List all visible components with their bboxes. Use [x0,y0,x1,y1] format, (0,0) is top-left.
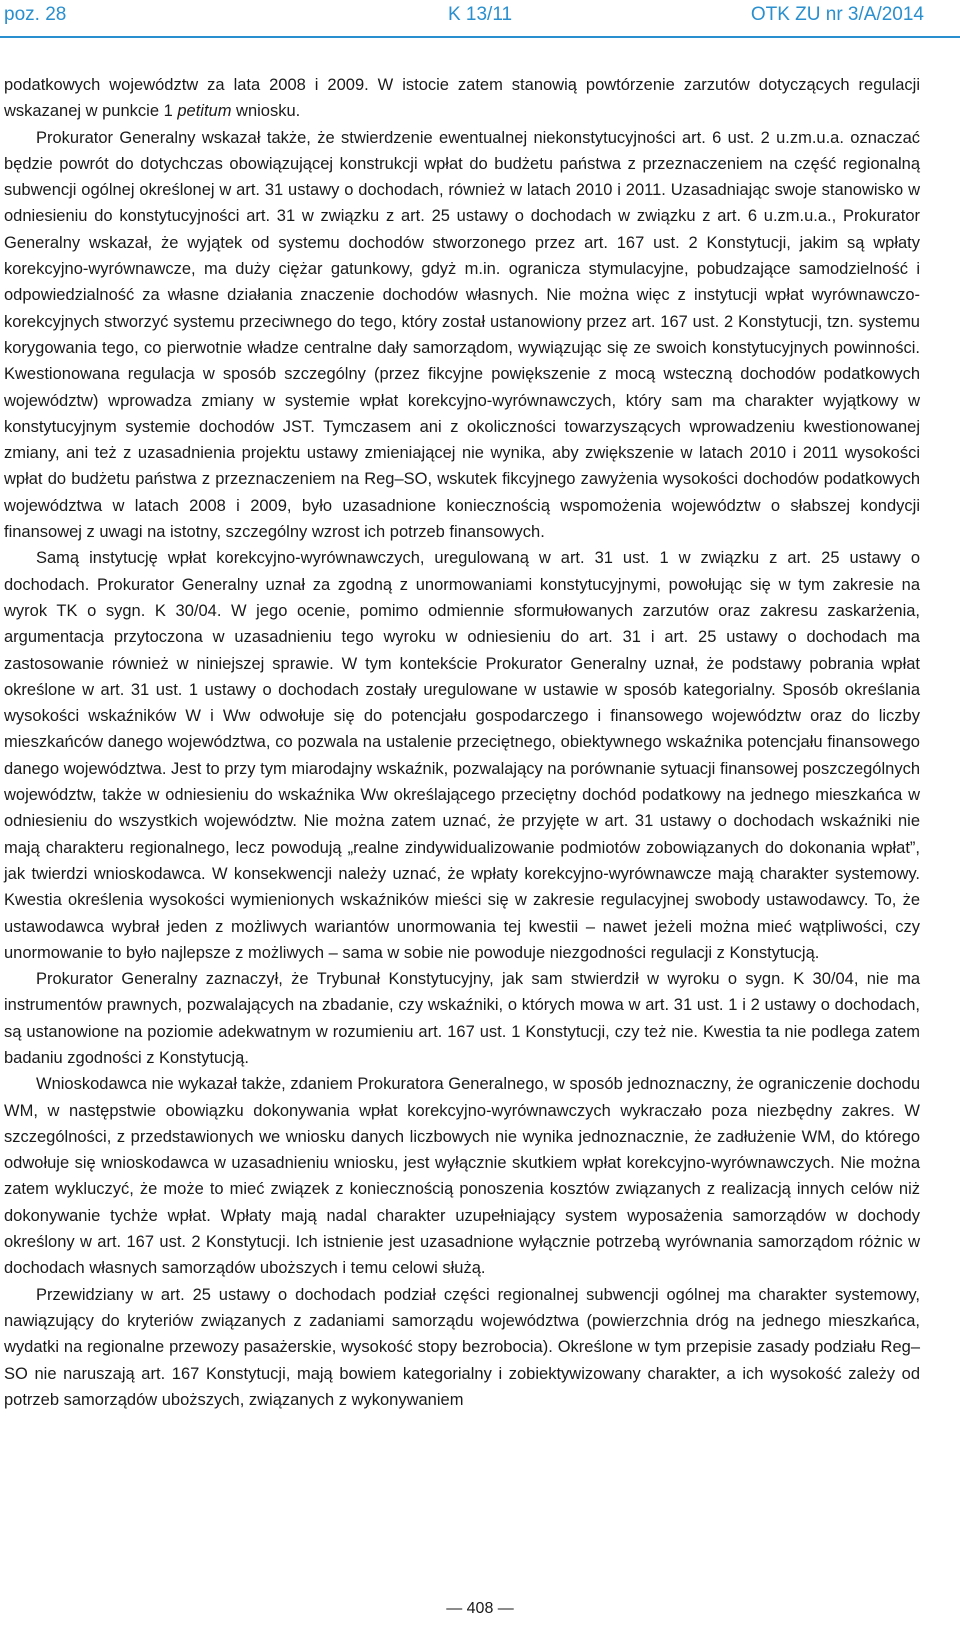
page-footer [0,1600,960,1618]
paragraph-1-text-a: podatkowych województw za lata 2008 i 2009. W istocie zatem stanowią powtórzenie zarzutów dotyczących regulacji wskazanej w punkcie 1 [4,76,920,121]
header-rule [0,36,960,38]
paragraph-4: Prokurator Generalny zaznaczył, że Trybunał Konstytucyjny, jak sam stwierdził w wyroku o sygn. K 30/04, nie ma instrumentów prawnych, pozwalających na zbadanie, czy wskaźniki, o których mowa w art. 31 ust. 1 i 2 ustawy o dochodach, są ustanowione na poziomie adekwatnym w rozumieniu art. 167 ust. 1 Konstytucji, czy też nie. Kwestia ta nie podlega zatem badaniu zgodności z Konstytucją. [4,970,920,1067]
paragraph-5: Wnioskodawca nie wykazał także, zdaniem Prokuratora Generalnego, w sposób jednoznaczny, że ograniczenie dochodu WM, w następstwie obowiązku dokonywania wpłat korekcyjno-wyrównawczych wykraczało poza niezbędny zakres. W szczególności, z przedstawionych we wniosku danych liczbowych nie wynika jednoznacznie, że zadłużenie WM, do którego odwołuje się wnioskodawca w uzasadnieniu wniosku, jest wyłącznie skutkiem wpłat korekcyjno-wyrównawczych. Nie można zatem wykluczyć, że może to mieć związek z koniecznością ponoszenia kosztów związanych z realizacją innych celów niż dokonywanie tychże wpłat. Wpłaty mają nadal charakter uzupełniający system wyposażenia samorządów w dochody określony w art. 167 ust. 2 Konstytucji. Ich istnienie jest uzasadnione wyłącznie potrzebą wyrównania samorządom różnic w dochodach własnych samorządów uboższych i temu celowi służą. [4,1075,920,1278]
paragraph-1-italic: petitum [177,102,232,121]
position-number: poz. 28 [4,4,67,25]
page-number: — 408 — [446,1600,514,1617]
paragraph-1 [4,72,920,125]
page-header [0,0,960,48]
paragraph-3: Samą instytucję wpłat korekcyjno-wyrównawczych, uregulowaną w art. 31 ust. 1 w związku z art. 25 ustawy o dochodach. Prokurator Generalny uznał za zgodną z unormowaniami konstytucyjnymi, powołując się w tym zakresie na wyrok TK o sygn. K 30/04. W jego ocenie, pomimo odmiennie sformułowanych zarzutów oraz zakresu zaskarżenia, argumentacja przytoczona w uzasadnieniu tego wyroku w odniesieniu do art. 31 i art. 25 ustawy o dochodach ma zastosowanie również w niniejszej sprawie. W tym kontekście Prokurator Generalny uznał, że podstawy pobrania wpłat określone w art. 31 ust. 1 ustawy o dochodach zostały uregulowane w ustawie w sposób kategorialny. Sposób określania wysokości wskaźników W i Ww odwołuje się do potencjału gospodarczego i finansowego województw oraz do liczby mieszkańców danego województwa, co pozwala na ustalenie przeciętnego, obiektywnego wskaźnika potencjału finansowego danego województwa. Jest to przy tym miarodajny wskaźnik, pozwalający na porównanie sytuacji finansowej poszczególnych województw, także w odniesieniu do wskaźnika Ww określającego przeciętny dochód podatkowy na jednego mieszkańca w odniesieniu do wszystkich województw. Nie można zatem uznać, że przyjęte w art. 31 ustawy o dochodach wskaźniki nie mają charakteru regionalnego, lecz powodują „realne zindywidualizowanie podmiotów zobowiązanych do dokonania wpłat”, jak twierdzi wnioskodawca. W konsekwencji należy uznać, że wpłaty korekcyjno-wyrównawcze mają charakter systemowy. Kwestia określenia wysokości wymienionych wskaźników mieści się w zakresie regulacyjnej swobody ustawodawcy. To, że ustawodawca wybrał jeden z możliwych wariantów unormowania tej kwestii – nawet jeżeli można mieć wątpliwości, czy unormowanie to było najlepsze z możliwych – sama w sobie nie powoduje niezgodności regulacji z Konstytucją. [4,549,920,962]
journal-reference: OTK ZU nr 3/A/2014 [750,4,924,25]
paragraph-1-text-b: wniosku. [231,102,301,121]
case-signature: K 13/11 [447,4,513,25]
document-body [4,72,920,1413]
paragraph-2: Prokurator Generalny wskazał także, że stwierdzenie ewentualnej niekonstytucyjności art. 6 ust. 2 u.zm.u.a. oznaczać będzie powrót do dotychczas obowiązującej konstrukcji wpłat do budżetu państwa z przeznaczeniem na część regionalną subwencji ogólnej określonej w art. 31 ustawy o dochodach, również w latach 2010 i 2011. Uzasadniając swoje stanowisko w odniesieniu do konstytucyjności art. 31 w związku z art. 25 ustawy o dochodach w związku z art. 6 u.zm.u.a., Prokurator Generalny wskazał, że wyjątek od systemu dochodów stworzonego przez art. 167 ust. 2 Konstytucji, jakim są wpłaty korekcyjno-wyrównawcze, ma duży ciężar gatunkowy, gdyż m.in. ogranicza stymulacyjne, pobudzające samodzielność i odpowiedzialność za własne działania znaczenie dochodów własnych. Nie można więc z instytucji wpłat wyrównawczo-korekcyjnych stworzyć systemu przeciwnego do tego, który został ustanowiony przez art. 167 ust. 2 Konstytucji, tzn. systemu korygowania tego, co pierwotnie władze centralne dały samorządom, wywiązując się ze swoich konstytucyjnych powinności. Kwestionowana regulacja w sposób szczególny (przez fikcyjne powiększenie z mocą wsteczną dochodów podatkowych województw) wprowadza zmiany w systemie wpłat korekcyjno-wyrównawczych, który sam ma charakter wyjątkowy w konstytucyjnym systemie dochodów JST. Tymczasem ani z okoliczności towarzyszących wprowadzeniu kwestionowanej zmiany, ani też z uzasadnienia projektu ustawy zmieniającej nie wynika, aby zwiększenie w latach 2010 i 2011 wysokości wpłat do budżetu państwa z przeznaczeniem na Reg–SO, wskutek fikcyjnego zawyżenia wysokości dochodów podatkowych województwa w latach 2008 i 2009, było uzasadnione koniecznością wspomożenia województw o słabszej kondycji finansowej z uwagi na istotny, szczególny wzrost ich potrzeb finansowych. [4,128,920,542]
paragraph-6: Przewidziany w art. 25 ustawy o dochodach podział części regionalnej subwencji ogólnej ma charakter systemowy, nawiązujący do kryteriów związanych z zadaniami samorządu województwa (powierzchnia dróg na jednego mieszkańca, wydatki na regionalne przewozy pasażerskie, wysokość stopy bezrobocia). Określone w tym przepisie zasady podziału Reg–SO nie naruszają art. 167 Konstytucji, mają bowiem kategorialny i zobiektywizowany charakter, a ich wysokość zależy od potrzeb samorządów uboższych, związanych z wykonywaniem [4,1285,920,1409]
